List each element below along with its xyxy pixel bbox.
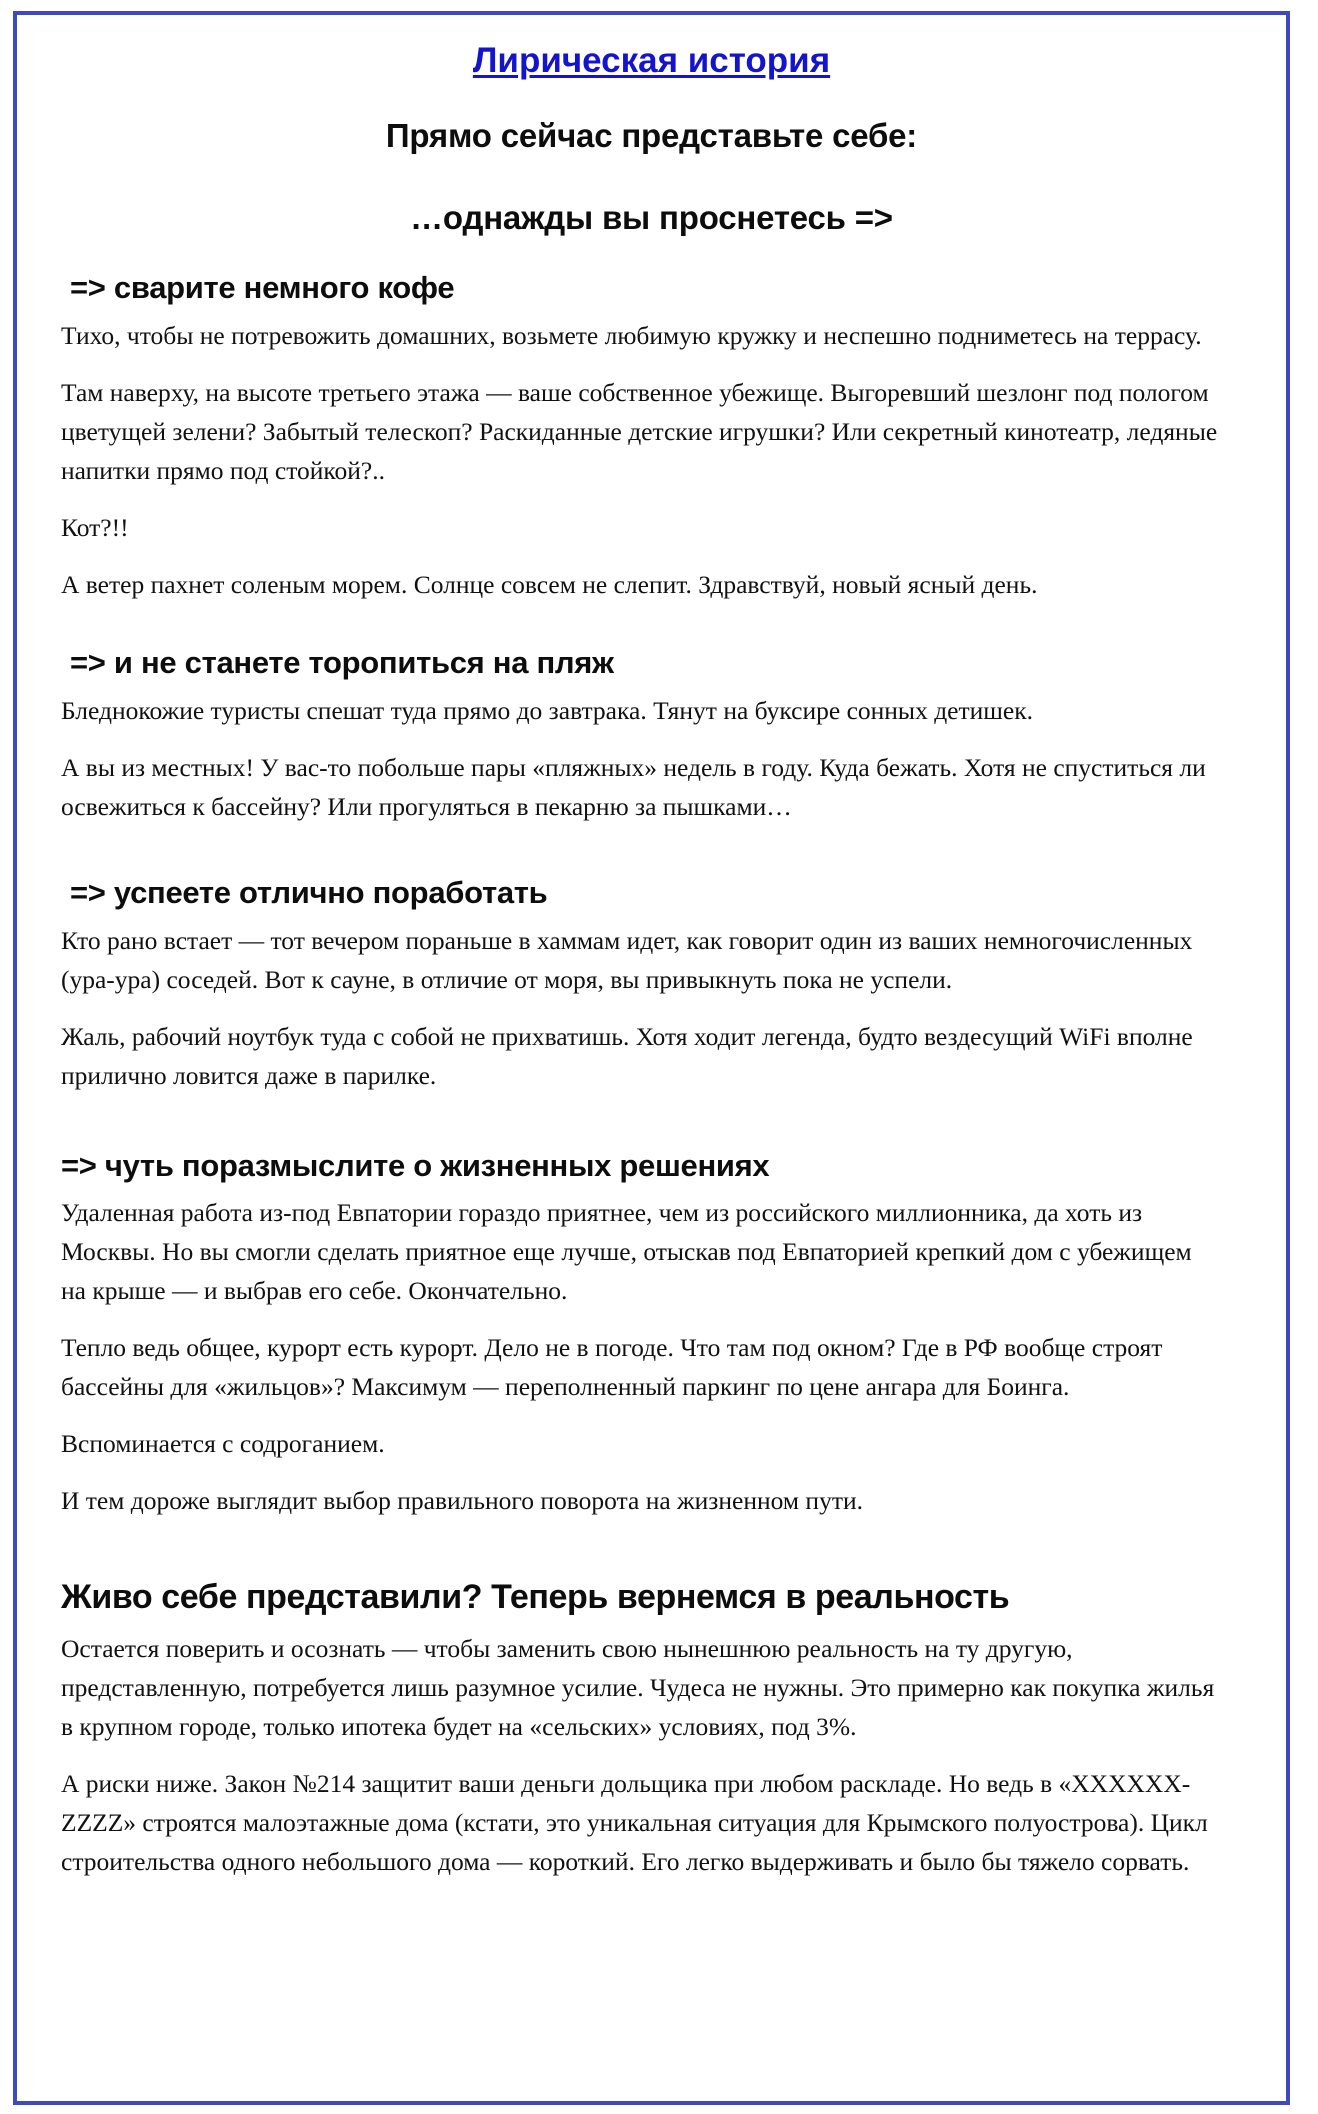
paragraph-warmth-resort-parking: Тепло ведь общее, курорт есть курорт. Дело не в погоде. Что там под окном? Где в РФ вообще строят бассейны для «жильцов»? Максимум — переполненный паркинг по цене ангара для Боинга. bbox=[61, 1333, 1163, 1402]
heading-one-day-you-wake-up: …однажды вы проснетесь => bbox=[410, 198, 893, 236]
page-title-link[interactable]: Лирическая история bbox=[472, 41, 831, 80]
paragraph-remote-work-evpatoria: Удаленная работа из-под Евпатории гораздо приятнее, чем из российского миллионника, да хоть из Москвы. Но вы смогли сделать приятное еще лучше, отыскав под Евпаторией крепкий дом с убежищем на крыше — и выбрав его себе. Окончательно. bbox=[61, 1198, 1192, 1306]
heading-brew-some-coffee: => сварите немного кофе bbox=[70, 270, 455, 306]
paragraph-wind-smells-of-sea: А ветер пахнет соленым морем. Солнце совсем не слепит. Здравствуй, новый ясный день. bbox=[61, 570, 1038, 600]
paragraph-cat: Кот?!! bbox=[61, 513, 129, 543]
document-body bbox=[17, 15, 1286, 1909]
paragraph-risks-law-214: А риски ниже. Закон №214 защитит ваши деньги дольщика при любом раскладе. Но ведь в «XXXXXX-ZZZZ» строятся малоэтажные дома (кстати, это уникальная ситуация для Крымского полуострова). Цикл строительства одного небольшого дома — короткий. Его легко выдерживать и было бы тяжело сорвать. bbox=[61, 1768, 1208, 1876]
paragraph-third-floor-refuge: Там наверху, на высоте третьего этажа — ваше собственное убежище. Выгоревший шезлонг под пологом цветущей зелени? Забытый телескоп? Раскиданные детские игрушки? Или секретный кинотеатр, ледяные напитки прямо под стойкой?.. bbox=[61, 378, 1218, 486]
heading-think-about-life-decisions: => чуть поразмыслите о жизненных решениях bbox=[61, 1147, 770, 1183]
paragraph-believe-and-realize: Остается поверить и осознать — чтобы заменить свою нынешнюю реальность на ту другую, представленную, потребуется лишь разумное усилие. Чудеса не нужны. Это примерно как покупка жилья в крупном городе, только ипотека будет на «сельских» условиях, под 3%. bbox=[61, 1633, 1215, 1741]
heading-imagine-now: Прямо сейчас представьте себе: bbox=[385, 117, 918, 155]
paragraph-right-turn-in-life: И тем дороже выглядит выбор правильного поворота на жизненном пути. bbox=[61, 1486, 863, 1516]
paragraph-early-riser-hammam: Кто рано встает — тот вечером пораньше в хаммам идет, как говорит один из ваших немногочисленных (ура-ура) соседей. Вот к сауне, в отличие от моря, вы привыкнуть пока не успели. bbox=[61, 925, 1193, 994]
paragraph-laptop-wifi-steam-room: Жаль, рабочий ноутбук туда с собой не прихватишь. Хотя ходит легенда, будто вездесущий WiFi вполне прилично ловится даже в парилке. bbox=[61, 1021, 1193, 1090]
paragraph-you-are-local: А вы из местных! У вас-то побольше пары «пляжных» недель в году. Куда бежать. Хотя не спуститься ли освежиться к бассейну? Или прогуляться в пекарню за пышками… bbox=[61, 752, 1206, 821]
heading-no-rush-to-beach: => и не станете торопиться на пляж bbox=[70, 645, 614, 681]
paragraph-quietly-take-mug: Тихо, чтобы не потревожить домашних, возьмете любимую кружку и неспешно подниметесь на террасу. bbox=[61, 321, 1202, 351]
heading-back-to-reality: Живо себе представили? Теперь вернемся в реальность bbox=[61, 1578, 1010, 1617]
paragraph-recalled-with-shudder: Вспоминается с содроганием. bbox=[61, 1429, 385, 1459]
document-frame bbox=[13, 11, 1290, 2105]
paragraph-pale-tourists: Бледнокожие туристы спешат туда прямо до завтрака. Тянут на буксире сонных детишек. bbox=[61, 695, 1033, 725]
heading-time-to-work-well: => успеете отлично поработать bbox=[70, 874, 548, 910]
page-title bbox=[61, 33, 1242, 83]
